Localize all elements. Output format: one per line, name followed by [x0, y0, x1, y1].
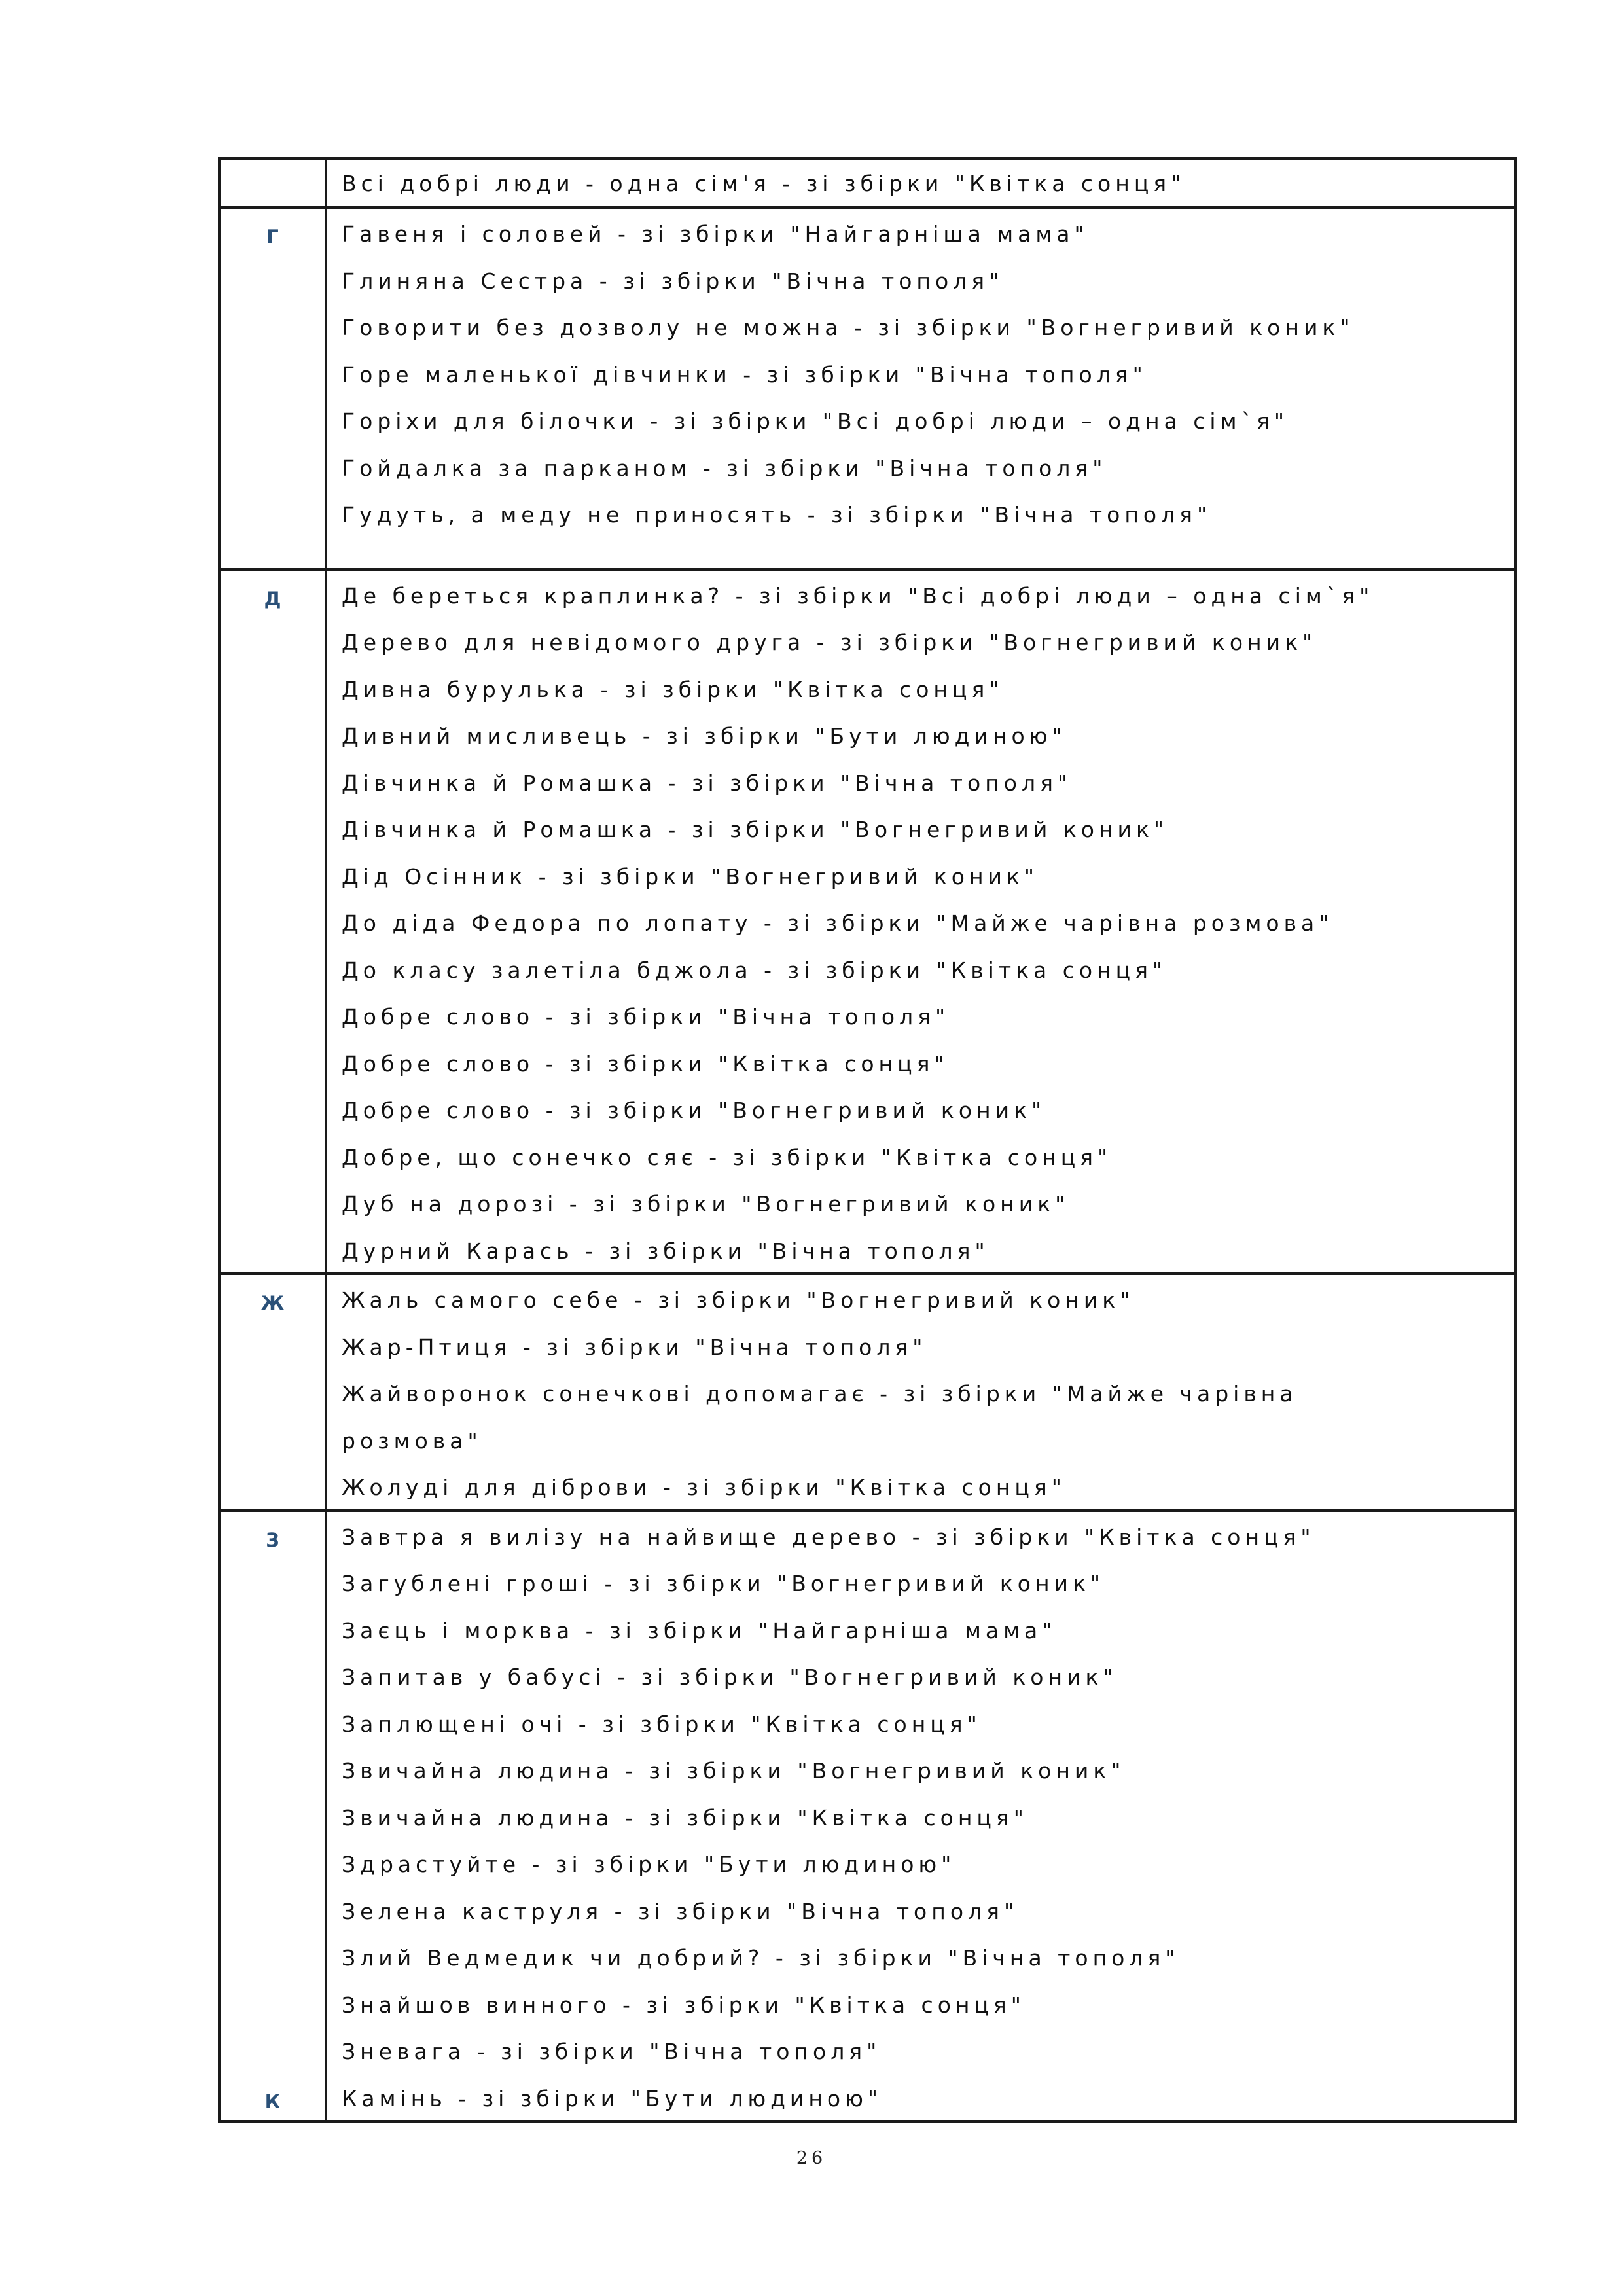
title-entry: Добре, що сонечко сяє - зі збірки "Квітка сонця": [342, 1144, 1113, 1170]
title-entry: Дід Осінник - зі збірки "Вогнегривий коник": [342, 863, 1039, 889]
index-table: [218, 157, 1517, 2123]
section-letter: [221, 160, 325, 206]
title-entry: Жаль самого себе - зі збірки "Вогнегривий коник": [342, 1287, 1135, 1313]
letter-cell: [219, 1511, 326, 2122]
title-entry: Жар-Птиця - зі збірки "Вічна тополя": [342, 1334, 927, 1360]
title-entry: Дерево для невідомого друга - зі збірки "Вогнегривий коник": [342, 630, 1317, 655]
title-entry: Жайворонок сонечкові допомагає - зі збірки "Майже чарівна: [342, 1381, 1298, 1407]
title-entry: Заєць і морква - зі збірки "Найгарніша мама": [342, 1617, 1057, 1643]
title-entry: Гавеня і соловей - зі збірки "Найгарніша мама": [342, 221, 1089, 247]
titles-cell: [326, 207, 1516, 569]
title-entry-continuation: розмова": [342, 1427, 482, 1454]
title-entry: Говорити без дозволу не можна - зі збірки "Вогнегривий коник": [342, 315, 1355, 340]
title-entry: Камінь - зі збірки "Бути людиною": [342, 2085, 883, 2111]
section-row-z: [219, 1511, 1516, 2122]
title-entry: Дуб на дорозі - зі збірки "Вогнегривий коник": [342, 1191, 1070, 1217]
section-letter: Ж: [260, 1292, 285, 1314]
title-entry: Запитав у бабусі - зі збірки "Вогнегривий коник": [342, 1664, 1118, 1690]
letter-cell: [219, 1274, 326, 1511]
section-letter: Д: [264, 587, 281, 610]
section-letter: Г: [266, 226, 279, 248]
section-spacer: [342, 537, 1514, 568]
title-entry: Звичайна людина - зі збірки "Вогнегривий коник": [342, 1758, 1126, 1784]
section-letter: З: [266, 1528, 279, 1551]
title-entry: Дивна бурулька - зі збірки "Квітка сонця": [342, 676, 1004, 702]
title-entry: Всі добрі люди - одна сім'я - зі збірки "Квітка сонця": [342, 171, 1186, 196]
page-number: 26: [796, 2148, 827, 2168]
title-entry: Звичайна людина - зі збірки "Квітка сонця": [342, 1804, 1028, 1831]
title-entry: Дурний Карась - зі збірки "Вічна тополя": [342, 1238, 990, 1264]
section-letter-k: К: [264, 2090, 281, 2113]
title-entry: До діда Федора по лопату - зі збірки "Майже чарівна розмова": [342, 910, 1334, 936]
section-row-g: [219, 207, 1516, 569]
title-entry: Дивний мисливець - зі збірки "Бути людиною": [342, 723, 1067, 749]
title-entry: Злий Ведмедик чи добрий? - зі збірки "Вічна тополя": [342, 1945, 1180, 1971]
title-entry: Зневага - зі збірки "Вічна тополя": [342, 2039, 882, 2064]
title-entry: Завтра я вилізу на найвище дерево - зі збірки "Квітка сонця": [342, 1524, 1315, 1550]
titles-cell: [326, 1274, 1516, 1511]
section-row-d: [219, 569, 1516, 1274]
title-entry: Дівчинка й Ромашка - зі збірки "Вічна тополя": [342, 770, 1073, 796]
titles-cell: [326, 158, 1516, 207]
title-entry: Горе маленької дівчинки - зі збірки "Вічна тополя": [342, 361, 1147, 387]
title-entry: Зелена каструля - зі збірки "Вічна тополя": [342, 1898, 1019, 1924]
title-entry: Загублені гроші - зі збірки "Вогнегривий коник": [342, 1571, 1105, 1596]
title-entry: Горіхи для білочки - зі збірки "Всі добрі люди – одна сім`я": [342, 408, 1289, 434]
title-entry: До класу залетіла бджола - зі збірки "Квітка сонця": [342, 957, 1168, 983]
title-entry: Гудуть, а меду не приносять - зі збірки "Вічна тополя": [342, 502, 1212, 528]
title-entry: Гойдалка за парканом - зі збірки "Вічна тополя": [342, 455, 1107, 481]
section-row-zh: [219, 1274, 1516, 1511]
letter-cell: [219, 569, 326, 1274]
title-entry: Добре слово - зі збірки "Вогнегривий коник": [342, 1098, 1046, 1123]
section-row-continued: [219, 158, 1516, 207]
title-entry: Жолуді для діброви - зі збірки "Квітка сонця": [342, 1475, 1066, 1500]
title-entry: Добре слово - зі збірки "Квітка сонця": [342, 1050, 949, 1077]
titles-cell: [326, 1511, 1516, 2122]
title-entry: Де береться краплинка? - зі збірки "Всі добрі люди – одна сім`я": [342, 583, 1374, 609]
letter-cell: [219, 207, 326, 569]
title-entry: Дівчинка й Ромашка - зі збірки "Вогнегривий коник": [342, 817, 1169, 842]
title-entry: Добре слово - зі збірки "Вічна тополя": [342, 1004, 950, 1030]
letter-cell: [219, 158, 326, 207]
title-entry: Здрастуйте - зі збірки "Бути людиною": [342, 1852, 956, 1877]
title-entry: Заплющені очі - зі збірки "Квітка сонця": [342, 1711, 982, 1737]
titles-cell: [326, 569, 1516, 1274]
title-entry: Знайшов винного - зі збірки "Квітка сонця": [342, 1992, 1026, 2018]
title-entry: Глиняна Сестра - зі збірки "Вічна тополя": [342, 268, 1004, 294]
